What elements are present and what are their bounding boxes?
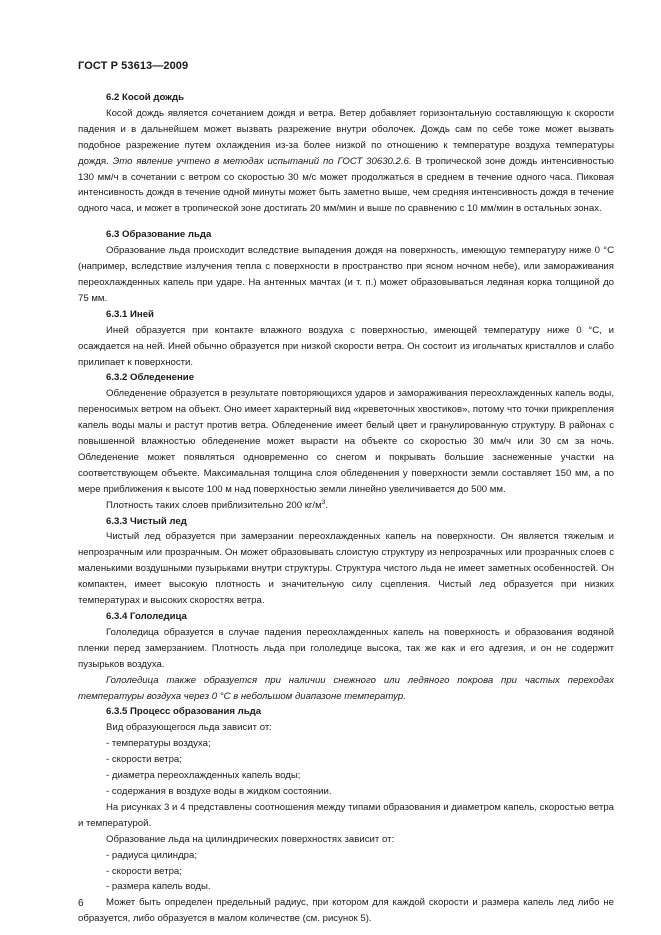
list-item: - радиуса цилиндра; [106,849,198,861]
list-item: - диаметра переохлажденных капель воды; [106,770,301,782]
paragraph-6-3-2: Обледенение образуется в результате повторяющихся ударов и замораживания переохлажденных капель воды, переносимых ветром на объект. Оно имеет характерный вид «креветочных хвостиков», потому что точки прикрепления капель воды малы и растут против ветра. Обледенение имеет белый цвет и гранулированную структуру. В районах с повышенной влажностью обледенение может вырасти на объекте со скоростью 30 мм/ч или 30 см за ночь. Обледенение может появляться одновременно со снегом и покрывать большие заснеженные участки на соответствующем объекте. Максимальная толщина слоя обледенения у поверхности земли составляет 150 мм, а по мере приближения к высоте 100 м над поверхностью земли линейно увеличивается до 500 мм. [78,388,614,495]
italic-note: Это явление учтено в методах испытаний по ГОСТ 30630.2.6. [112,155,412,167]
paragraph-intro: Вид образующегося льда зависит от: [106,722,272,734]
paragraph-text: Косой дождь является сочетанием дождя и ветра. Ветер добавляет горизонтальную составляющую к скорости падения и в дальнейшем может вызвать разрежение внутри оболочек. Дождь сам по себе тоже может вызвать подобное разрежение путем охлаждения из-за более низкой по отношению к температуре воздуха температуры дождя. [78,107,614,167]
section-heading-6-3-3: 6.3.3 Чистый лед [106,515,187,527]
section-heading-6-3-2: 6.3.2 Обледенение [106,372,195,384]
superscript: 3 [321,498,326,506]
list-item: - скорости ветра; [106,865,182,877]
list-item: - скорости ветра; [106,754,182,766]
document-body [78,90,614,927]
italic-paragraph-6-3-4: Гололедица также образуется при наличии снежного или ледяного покрова при частых переходах температуры воздуха через 0 °С в небольшом диапазоне температур. [78,674,614,702]
paragraph-limit-radius: Может быть определен предельный радиус, при котором для каждой скорости и размера капель лед либо не образуется, либо образуется в малом количестве (см. рисунок 5). [78,897,614,925]
paragraph-6-2 [78,106,614,217]
paragraph-6-3: Образование льда происходит вследствие выпадения дождя на поверхность, имеющую температуру ниже 0 °С (например, вследствие излучения тепла с поверхности в пространство при ясном ночном небе), или замораживания переохлажденных капель при ударе. На антенных мачтах (и т. п.) может образовываться ледяная корка толщиной до 75 мм. [78,245,614,304]
section-heading-6-2: 6.2 Косой дождь [106,92,184,103]
list-item: - размера капель воды. [106,881,211,893]
paragraph-cylinders: Образование льда на цилиндрических поверхностях зависит от: [106,833,395,845]
paragraph-text: В тропической зоне дождь интенсивностью 130 мм/ч в сочетании с ветром со скоростью 30 м/с может продолжаться в среднем в течение одного часа. Пиковая интенсивность дождя в течение одной минуты может быть заметно выше, чем средняя интенсивность дождя в течение одного часа, и может в тропической зоне достигать 20 мм/мин и выше по сравнению с 10 мм/мин в остальных зонах. [78,155,614,215]
section-heading-6-3-4: 6.3.4 Гололедица [106,611,187,622]
page-number: 6 [78,898,84,909]
list-item: - содержания в воздухе воды в жидком состоянии. [106,785,332,797]
paragraph-6-3-4: Гололедица образуется в случае падения переохлажденных капель на поверхность и образования водяной пленки перед замерзанием. Плотность льда при гололедице высока, так же как и его адгезия, и он не содержит пузырьков воздуха. [78,626,614,670]
list-item: - температуры воздуха; [106,738,211,750]
paragraph-density [78,498,614,514]
paragraph-6-3-1: Иней образуется при контакте влажного воздуха с поверхностью, имеющей температуру ниже 0 °С, и осаждается на ней. Иней обычно образуется при низкой скорости ветра. Он состоит из игольчатых кристаллов и слабо прилипает к поверхности. [78,324,614,368]
paragraph-figures: На рисунках 3 и 4 представлены соотношения между типами образования и диаметром капель, скоростью ветра и температурой. [78,801,614,829]
section-heading-6-3-1: 6.3.1 Иней [106,308,154,320]
standard-header: ГОСТ Р 53613—2009 [78,60,189,72]
section-heading-6-3: 6.3 Образование льда [106,229,212,241]
paragraph-6-3-3: Чистый лед образуется при замерзании переохлажденных капель на поверхности. Он является тяжелым и непрозрачным или прозрачным. Он может образовывать слоистую структуру из непрозрачных или прозрачных слоев с маленькими воздушными пузырьками внутри структуры. Структура чистого льда не имеет заметных особенностей. Он компактен, имеет высокую плотность и значительную силу сцепления. Чистый лед образуется при низких температурах и высоких скоростях ветра. [78,531,614,607]
paragraph-text: . [325,499,328,511]
paragraph-text: Плотность таких слоев приблизительно 200 кг/м [106,499,322,511]
section-heading-6-3-5: 6.3.5 Процесс образования льда [106,706,262,718]
